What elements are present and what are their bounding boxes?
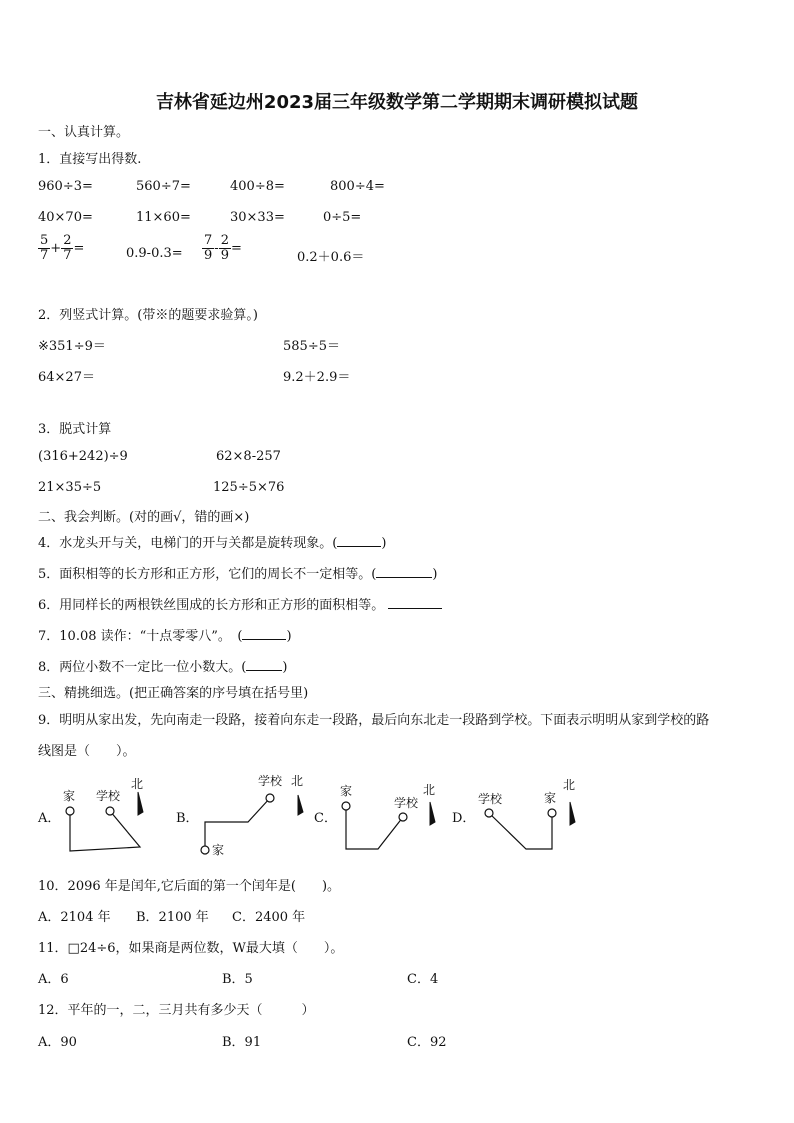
q9-line-1: 9．明明从家出发，先向南走一段路，接着向东走一段路，最后向东北走一段路到学校。下面表示明明从家到学校的路	[38, 713, 710, 728]
answer-blank[interactable]	[376, 577, 432, 578]
q5: 5．面积相等的长方形和正方形，它们的周长不一定相等。( )	[38, 567, 438, 582]
q9-option-c[interactable]: C．	[314, 811, 337, 826]
section-3-heading: 三、精挑细选。(把正确答案的序号填在括号里)	[38, 686, 309, 701]
label-home: 家	[340, 784, 353, 798]
answer-blank[interactable]	[246, 670, 282, 671]
q10-option-a[interactable]: A．2104 年	[38, 910, 111, 925]
school-marker	[106, 807, 114, 815]
q3-heading: 3．脱式计算	[38, 422, 112, 437]
q1-r1-c1: 960÷3=	[38, 179, 93, 194]
label-school: 学校	[258, 774, 283, 788]
q6: 6．用同样长的两根铁丝围成的长方形和正方形的面积相等。	[38, 594, 442, 613]
q10-text: 10．2096 年是闰年,它后面的第一个闰年是( )。	[38, 879, 341, 894]
q9-option-d[interactable]: D．	[452, 811, 476, 826]
north-arrow-icon	[430, 802, 435, 825]
q1-r2-c4: 0÷5=	[323, 210, 362, 225]
label-school: 学校	[478, 792, 503, 806]
q11-text: 11．□24÷6，如果商是两位数，W最大填（ ）。	[38, 941, 344, 956]
q2-item-3: 64×27＝	[38, 370, 95, 385]
school-marker	[485, 809, 493, 817]
q8: 8．两位小数不一定比一位小数大。( )	[38, 660, 288, 675]
q3-item-4: 125÷5×76	[213, 480, 285, 495]
school-marker	[399, 813, 407, 821]
q1-fraction-expr-2: $\frac{7}{9}$ - $\frac{2}{9}$ =	[204, 233, 242, 263]
q9-line-2: 线图是（ ）。	[38, 744, 136, 759]
section-1-heading: 一、认真计算。	[38, 125, 130, 140]
answer-blank[interactable]	[242, 639, 286, 640]
q1-r2-c3: 30×33=	[230, 210, 285, 225]
q2-item-2: 585÷5＝	[283, 339, 340, 354]
label-home: 家	[544, 791, 557, 805]
home-marker	[201, 846, 209, 854]
q7: 7．10.08 读作：“十点零零八”。 ( )	[38, 629, 292, 644]
q12-text: 12．平年的一，二，三月共有多少天（ ）	[38, 1003, 315, 1018]
q1-r1-c2: 560÷7=	[136, 179, 191, 194]
answer-blank[interactable]	[337, 546, 381, 547]
q10-option-c[interactable]: C．2400 年	[232, 910, 306, 925]
q1-fraction-expr-1: $\frac{5}{7}$ + $\frac{2}{7}$ =	[40, 233, 85, 263]
q9-route-diagrams	[0, 765, 794, 860]
q2-item-1: ※351÷9＝	[38, 339, 106, 354]
label-school: 学校	[96, 789, 121, 803]
home-marker	[66, 807, 74, 815]
home-marker	[342, 802, 350, 810]
label-north: 北	[131, 777, 144, 791]
q1-r1-c4: 800÷4=	[330, 179, 385, 194]
q11-option-c[interactable]: C．4	[407, 972, 439, 987]
answer-blank[interactable]	[388, 608, 442, 609]
school-marker	[266, 794, 274, 802]
q12-option-a[interactable]: A．90	[38, 1035, 77, 1050]
q9-option-b[interactable]: B．	[176, 811, 199, 826]
q2-item-4: 9.2＋2.9＝	[283, 370, 351, 385]
q3-item-1: (316+242)÷9	[38, 449, 128, 464]
north-arrow-icon	[298, 795, 303, 815]
q3-item-2: 62×8-257	[216, 449, 281, 464]
route-d-path	[489, 813, 552, 849]
north-arrow-icon	[570, 802, 575, 825]
q3-item-3: 21×35÷5	[38, 480, 102, 495]
q1-heading: 1．直接写出得数.	[38, 152, 142, 167]
label-north: 北	[291, 774, 304, 788]
route-c-path	[346, 806, 403, 849]
q1-r3-c2: 0.9-0.3=	[126, 246, 183, 261]
page-title: 吉林省延边州2023届三年级数学第二学期期末调研模拟试题	[155, 92, 639, 113]
q10-option-b[interactable]: B．2100 年	[136, 910, 209, 925]
label-north: 北	[563, 778, 576, 792]
q11-option-a[interactable]: A．6	[38, 972, 69, 987]
q12-option-b[interactable]: B．91	[222, 1035, 262, 1050]
label-school: 学校	[394, 796, 419, 810]
q1-r3-c4: 0.2＋0.6＝	[297, 250, 365, 265]
label-home: 家	[212, 843, 225, 857]
label-home: 家	[63, 789, 76, 803]
q12-option-c[interactable]: C．92	[407, 1035, 447, 1050]
q4: 4．水龙头开与关，电梯门的开与关都是旋转现象。( )	[38, 536, 387, 551]
q9-option-a[interactable]: A．	[38, 811, 61, 826]
q1-r2-c2: 11×60=	[136, 210, 191, 225]
label-north: 北	[423, 783, 436, 797]
home-marker	[548, 809, 556, 817]
route-a-path	[70, 811, 140, 851]
q11-option-b[interactable]: B．5	[222, 972, 253, 987]
section-2-heading: 二、我会判断。(对的画√，错的画×)	[38, 510, 250, 525]
q1-r1-c3: 400÷8=	[230, 179, 285, 194]
q1-r2-c1: 40×70=	[38, 210, 93, 225]
north-arrow-icon	[138, 792, 143, 815]
q2-heading: 2．列竖式计算。(带※的题要求验算。)	[38, 308, 258, 323]
